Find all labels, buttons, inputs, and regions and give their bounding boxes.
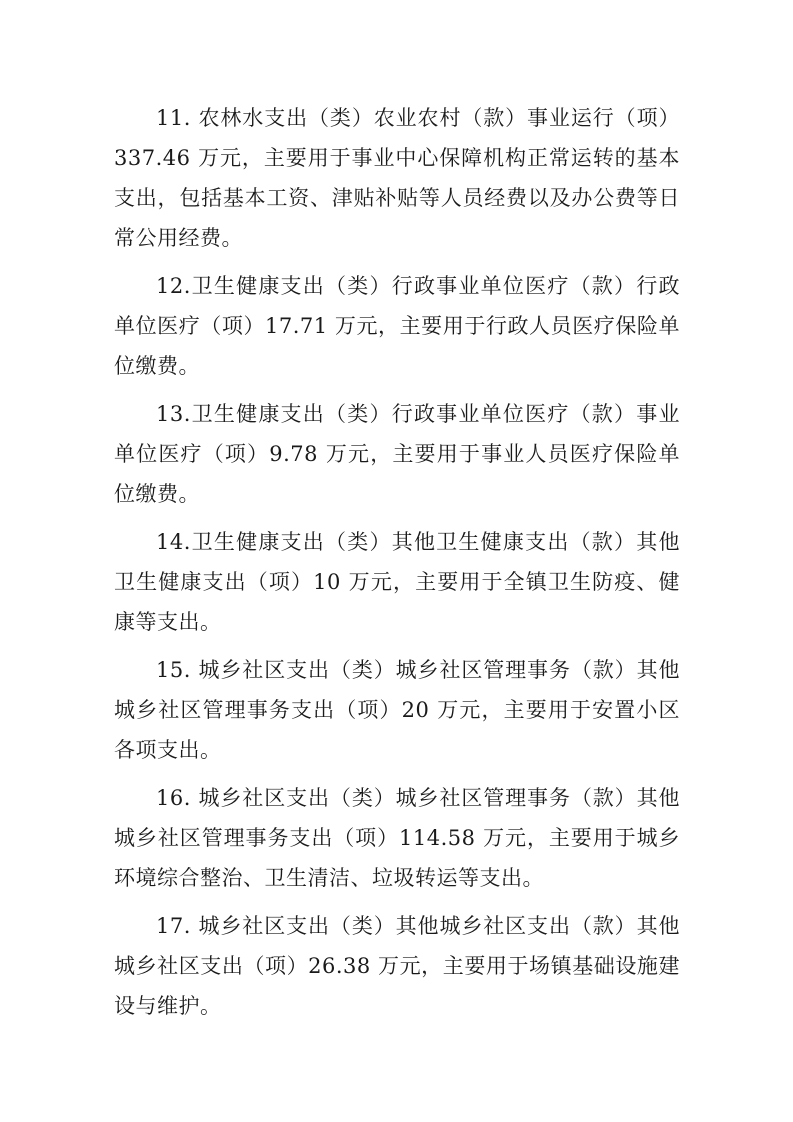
paragraph-item-13: 13.卫生健康支出（类）行政事业单位医疗（款）事业单位医疗（项）9.78 万元，主要用于事业人员医疗保险单位缴费。 [114, 402, 680, 506]
paragraph-item-15: 15. 城乡社区支出（类）城乡社区管理事务（款）其他城乡社区管理事务支出（项）20 万元，主要用于安置小区各项支出。 [114, 658, 680, 762]
paragraph-item-12: 12.卫生健康支出（类）行政事业单位医疗（款）行政单位医疗（项）17.71 万元，主要用于行政人员医疗保险单位缴费。 [114, 274, 680, 378]
paragraph-item-14: 14.卫生健康支出（类）其他卫生健康支出（款）其他卫生健康支出（项）10 万元，主要用于全镇卫生防疫、健康等支出。 [114, 530, 680, 634]
paragraph-item-17: 17. 城乡社区支出（类）其他城乡社区支出（款）其他城乡社区支出（项）26.38 万元，主要用于场镇基础设施建设与维护。 [114, 914, 680, 1018]
paragraph-item-11: 11. 农林水支出（类）农业农村（款）事业运行（项）337.46 万元，主要用于事业中心保障机构正常运转的基本支出，包括基本工资、津贴补贴等人员经费以及办公费等日常公用经费。 [114, 106, 680, 250]
paragraph-item-16: 16. 城乡社区支出（类）城乡社区管理事务（款）其他城乡社区管理事务支出（项）114.58 万元，主要用于城乡环境综合整治、卫生清洁、垃圾转运等支出。 [114, 786, 680, 890]
document-body [114, 98, 680, 1034]
